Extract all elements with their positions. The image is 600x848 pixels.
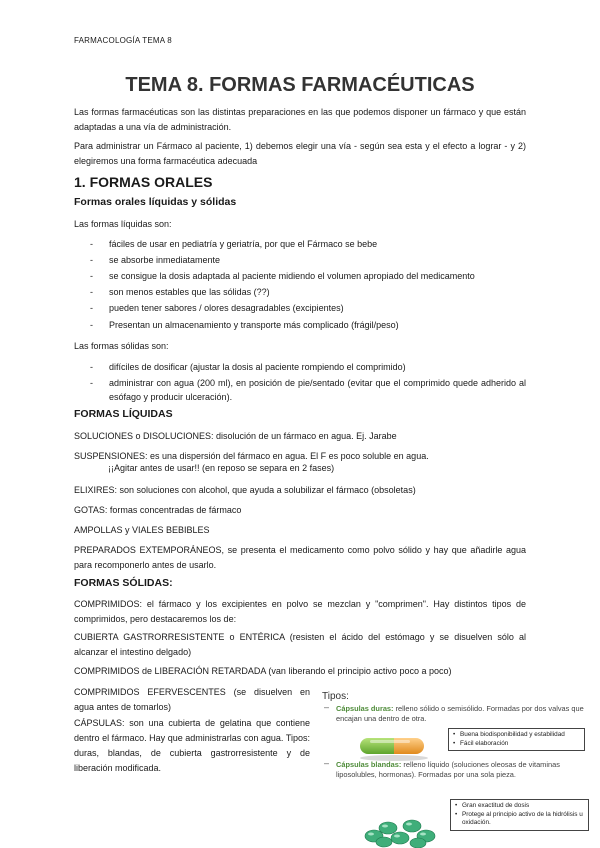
solid-comprimidos: COMPRIMIDOS: el fármaco y los excipientes en polvo se mezclan y "comprimen". Hay distintos tipos de comprimidos, pero destacaremos los de: xyxy=(74,599,526,624)
intro-paragraph-1: Las formas farmacéuticas son las distintas preparaciones en las que podemos disponer un fármaco y que están adaptadas a una vía de administración. xyxy=(74,107,526,132)
liquidas-intro: Las formas líquidas son: xyxy=(74,219,172,229)
liquid-ampollas: AMPOLLAS y VIALES BEBIBLES xyxy=(74,525,210,535)
soft-capsules-icon xyxy=(362,814,442,848)
liquid-agitar-note: ¡¡Agitar antes de usar!! (en reposo se separa en 2 fases) xyxy=(108,463,335,473)
duras-advantages-box: • Buena biodisponibilidad y estabilidad • Fácil elaboración xyxy=(448,728,585,751)
list-item: - fáciles de usar en pediatría y geriatría, por que el Fármaco se bebe xyxy=(90,239,378,249)
solid-capsulas: CÁPSULAS: son una cubierta de gelatina que contiene dentro el fármaco. Hay que administrarlas con agua. Tipos: duras, blandas, de cubierta gastrorresistente y de liberación modificada. xyxy=(74,718,310,773)
liquid-elixires: ELIXIRES: son soluciones con alcohol, que ayuda a solubilizar el fármaco (obsoletas) xyxy=(74,485,416,495)
figure-tipos-label: Tipos: xyxy=(322,691,349,702)
list-item: - administrar con agua (200 ml), en posición de pie/sentado (evitar que el comprimido quede adherido al esófago y producir ulceración). xyxy=(90,378,526,402)
list-item: - difíciles de dosificar (ajustar la dosis al paciente rompiendo el comprimido) xyxy=(90,362,406,372)
duras-description: Cápsulas duras: relleno sólido o semisólido. Formadas por dos valvas que encajan una dentro de otra. xyxy=(336,704,584,723)
blandas-advantages-box: • Gran exactitud de dosis • Protege al principio activo de la hidrólisis u oxidación. xyxy=(450,799,589,831)
list-item: - se consigue la dosis adaptada al paciente midiendo el volumen apropiado del medicamento xyxy=(90,271,475,281)
solid-efervescentes: COMPRIMIDOS EFERVESCENTES (se disuelven en agua antes de tomarlos) xyxy=(74,687,310,712)
list-item: - pueden tener sabores / olores desagradables (excipientes) xyxy=(90,303,344,313)
liquid-soluciones: SOLUCIONES o DISOLUCIONES: disolución de un fármaco en agua. Ej. Jarabe xyxy=(74,431,397,441)
list-item: - Presentan un almacenamiento y transporte más complicado (frágil/peso) xyxy=(90,320,399,330)
subheading-liquidas-solidas: Formas orales líquidas y sólidas xyxy=(74,196,237,208)
liquid-preparados: PREPARADOS EXTEMPORÁNEOS, se presenta el medicamento como polvo sólido y hay que añadirle agua para recomponerlo antes de usarlo. xyxy=(74,545,526,570)
list-item: - se absorbe inmediatamente xyxy=(90,255,221,265)
heading-formas-liquidas: FORMAS LÍQUIDAS xyxy=(74,408,173,420)
dash-marker: – xyxy=(324,758,330,768)
hard-capsule-icon xyxy=(356,732,430,762)
heading-formas-solidas: FORMAS SÓLIDAS: xyxy=(74,577,173,589)
solid-liberacion: COMPRIMIDOS de LIBERACIÓN RETARDADA (van liberando el principio activo poco a poco) xyxy=(74,666,452,676)
liquid-suspensiones: SUSPENSIONES: es una dispersión del fármaco en agua. El F es poco soluble en agua. xyxy=(74,451,429,461)
solid-cubierta: CUBIERTA GASTRORRESISTENTE o ENTÉRICA (resisten el ácido del estómago y se disuelven sólo al alcanzar el intestino delgado) xyxy=(74,632,526,657)
running-header: FARMACOLOGÍA TEMA 8 xyxy=(74,36,172,45)
solidas-intro: Las formas sólidas son: xyxy=(74,341,169,351)
intro-paragraph-2: Para administrar un Fármaco al paciente, 1) debemos elegir una vía - según sea esta y el efecto a lograr - y 2) elegiremos una forma farmacéutica adecuada xyxy=(74,141,526,166)
dash-marker: – xyxy=(324,702,330,712)
blandas-description: Cápsulas blandas: relleno líquido (soluciones oleosas de vitaminas liposolubles, hormonas). Formadas por una sola pieza. xyxy=(336,760,560,779)
list-item: - son menos estables que las sólidas (??) xyxy=(90,287,270,297)
page-title: TEMA 8. FORMAS FARMACÉUTICAS xyxy=(125,74,475,96)
section-heading-formas-orales: 1. FORMAS ORALES xyxy=(74,174,213,190)
capsule-types-figure xyxy=(316,688,590,848)
liquid-gotas: GOTAS: formas concentradas de fármaco xyxy=(74,505,242,515)
